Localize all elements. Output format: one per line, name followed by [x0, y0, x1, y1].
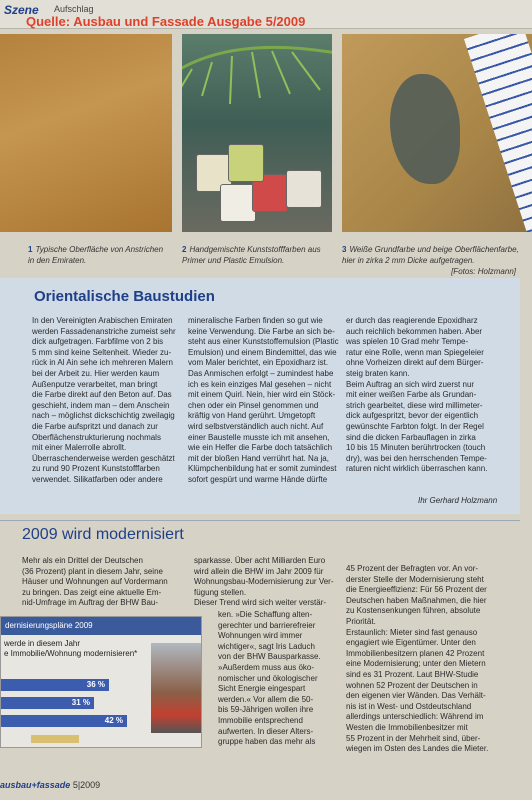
paint-bucket [228, 144, 264, 182]
photo-facade-surface [0, 34, 172, 232]
palm-leaf-graphic [182, 34, 332, 124]
paint-bucket [220, 184, 256, 222]
caption-number: 2 [182, 245, 187, 254]
article2-column-1: Mehr als ein Drittel der Deutschen (36 Prozent) plant in diesem Jahr, seine Häuser und Wohnungen auf Vordermann zu bringen. Das zeigt eine aktuelle Em- nid-Umfrage im Auftrag der BHW Bau- [22, 556, 168, 608]
article-column-3: er durch das reagierende Epoxidharz auch reichlich bekommen haben. Aber was spielen 10 Grad mehr Tempe- ratur eine Rolle, wenn man Spiegeleier ohne Vorheizen direkt auf dem Bürger- steig braten kann. Beim Auftrag an sich wird zuerst nur mit einer weißen Farbe als Grundan- strich gearbeitet, diese wird millimeter- dick aufgespritzt, bevor der eigentlich gewünschte Farbton folgt. In der Regel sind die dicken Farbauflagen in zirka 10 bis 15 Minuten berührtrocken (touch dry), was bei den herrschenden Tempe- raturen nicht wirklich überraschen kann. [346, 316, 488, 474]
article2-title: 2009 wird modernisiert [22, 526, 184, 543]
page-footer [0, 774, 532, 800]
caption-text: Handgemischte Kunststofffarben aus Primer und Plastic Emulsion. [182, 245, 321, 265]
article-author: Ihr Gerhard Holzmann [418, 496, 498, 505]
section-label: Szene [4, 3, 39, 17]
caption-2 [182, 244, 332, 266]
modernization-chart [0, 616, 202, 748]
chart-bar-label: 31 % [71, 698, 90, 707]
chart-photo [151, 643, 201, 733]
chart-source-tag [31, 735, 79, 743]
section-divider [0, 520, 520, 521]
paint-bucket [286, 170, 322, 208]
article-column-2: mineralische Farben finden so gut wie keine Verwendung. Die Farbe an sich be- steht aus einer Kunststoffemulsion (Plastic Emulsion) und einem Bindemittel, das wie vom Maler berichtet, ein Epoxidharz ist. Das Anmischen erfolgt – zumindest habe ich es kein einziges Mal gesehen – nicht mit einem Quirl. Nein, hier wird ein Stöck- chen oder ein Pinsel genommen und kräftig von Hand gerührt. Umgetopft wird selbstverständlich auch nicht. Auf einer Baustelle musste ich mit ansehen, wie ein Helfer die Farbe doch tatsächlich mit der bloßen Hand verrührt hat. Na ja, Klümpchenbildung hat er somit zumindest sofort gespürt und warme Hände dürfte [188, 316, 339, 484]
caption-text: Typische Oberfläche von Anstrichen in den Emiraten. [28, 245, 164, 265]
article-title: Orientalische Baustudien [34, 288, 215, 305]
paint-stain [390, 74, 460, 184]
article2-column-3: 45 Prozent der Befragten vor. An vor- derster Stelle der Modernisierung steht die Energieeffizienz: Für 56 Prozent der Deutschen haben Maßnahmen, die hier zu Kostensenkungen führen, absolute Priorität. Erstaunlich: Mieter sind fast genauso engagiert wie Eigentümer. Unter den Immobilienbesitzern planen 42 Prozent eine Modernisierung; unter den Mietern sind es 31 Prozent. Laut BHW-Studie wohnen 52 Prozent der Deutschen in den eigenen vier Wänden. Das Verhält- nis ist in West- und Ostdeutschland allerdings unterschiedlich: Während im Westen die Immobilienbesitzer mit 55 Prozent in der Mehrheit sind, über- wiegen im Osten des Landes die Mieter. [346, 564, 489, 754]
caption-1 [28, 244, 170, 266]
article2-column-2b: ken. »Die Schaffung alten- gerechter und barrierefreier Wohnungen wird immer wichtiger«, sagt Iris Laduch von der BHW Bausparkasse. »Außerdem muss aus öko- nomischer und ökologischer Sicht Energie eingespart werden.« Vor allem die 50- bis 59-Jährigen wollen ihre Immobilie entsprechend aufwerten. In dieser Alters- gruppe haben das mehr als [218, 610, 321, 747]
photo-paint-buckets [182, 34, 332, 232]
chart-bar-label: 42 % [104, 716, 123, 725]
article-column-1: In den Vereinigten Arabischen Emiraten werden Fassadenanstriche zumeist sehr dick aufgetragen. Farbfilme von 2 bis 5 mm sind keine Seltenheit. Wieder zu- rück in Al Ain sehe ich mehreren Malern bei der Arbeit zu. Hier werden kaum Außenputze verarbeitet, man bringt die Farbe direkt auf den Beton auf. Das geschieht, indem man – dem Anschein nach – möglichst dickschichtig zweilagig die Farbe aufspritzt und danach zur Oberflächenstrukturierung nochmals mit einer Malerrolle abrollt. Überraschenderweise werden geschätzt zu rund 90 Prozent Kunststofffarben verwendet. Silikatfarben oder andere [32, 316, 176, 484]
section-sublabel: Aufschlag [54, 4, 94, 14]
caption-3 [342, 244, 522, 278]
source-note: Quelle: Ausbau und Fassade Ausgabe 5/2009 [26, 14, 306, 29]
caption-number: 3 [342, 245, 347, 254]
chart-title: dernisierungspläne 2009 [1, 617, 201, 635]
caption-text: Weiße Grundfarbe und beige Oberflächenfarbe, hier in zirka 2 mm Dicke aufgetragen. [342, 245, 519, 265]
page-header [0, 0, 532, 29]
photo-credit: [Fotos: Holzmann] [451, 267, 516, 276]
footer-brand-line [0, 780, 100, 790]
chart-question: werde in diesem Jahr e Immobilie/Wohnung modernisieren* [4, 639, 138, 658]
footer-brand: ausbau+fassade [0, 780, 71, 790]
article-orientalische-baustudien [0, 278, 520, 514]
footer-issue: 5|2009 [72, 780, 101, 790]
photo-paint-layers [342, 34, 532, 232]
chart-bar-label: 36 % [86, 680, 105, 689]
measuring-ruler [464, 34, 532, 232]
article2-column-2a: sparkasse. Über acht Milliarden Euro wird allein die BHW im Jahr 2009 für Wohnungsbau-Modernisierung zur Ver- fügung stellen. Dieser Trend wird sich weiter verstär- [194, 556, 334, 608]
caption-number: 1 [28, 245, 33, 254]
